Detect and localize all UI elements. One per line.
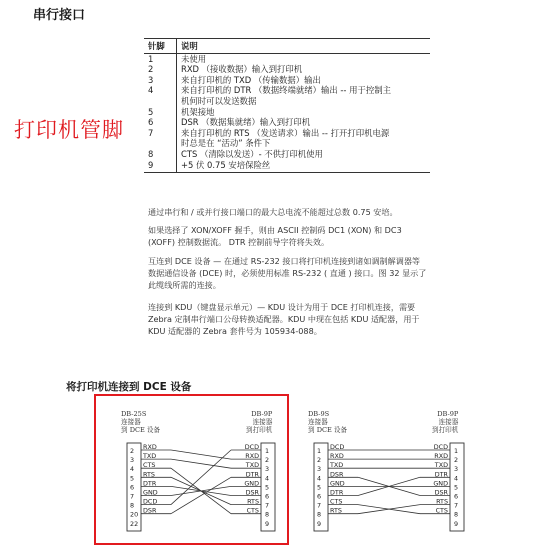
diagram2-right-pin: 6 [454, 492, 459, 501]
diagram2-left-signal: GND [330, 479, 345, 488]
diagram1-right-signal: CTS [246, 506, 259, 515]
diagram2-right-signal: DTR [434, 470, 448, 479]
diagram2-left-header-line: 连接器 [308, 418, 328, 426]
diagram2-right-signal: TXD [434, 461, 448, 470]
diagram2-right-pin: 2 [454, 456, 459, 465]
paragraph-dce-connection: 互连到 DCE 设备 — 在通过 RS-232 接口将打印机连接到诸如调制解调器等 数据通信设备 (DCE) 时，必须使用标准 RS-232 ( 直通 ) 接口。图 32 显示了 此缆线所需的连接。 [148, 256, 427, 291]
pin-number: 8 [144, 149, 177, 160]
diagram1-right-pin: 9 [265, 519, 270, 528]
diagram2-left-signal: DCD [330, 443, 345, 451]
diagram2-left-signal: RXD [330, 452, 344, 461]
diagram2-left-signal: DSR [330, 470, 344, 479]
diagram1-right-pin: 8 [265, 510, 270, 519]
diagram1-right-signal: DSR [245, 488, 259, 497]
diagram2-right-header-line: DB-9P [437, 410, 459, 418]
diagram1-left-pin: 8 [130, 501, 135, 510]
diagram1-left-pin: 20 [130, 510, 139, 519]
pin-number: 1 [144, 53, 177, 64]
pin-column-header: 针脚 [144, 39, 177, 54]
diagram1-right-signal: TXD [245, 461, 259, 470]
diagram1-left-pin: 2 [130, 447, 135, 455]
diagram1-right-signal: DTR [245, 470, 259, 479]
diagram1-left-signal: DCD [143, 497, 158, 506]
pin-number: 3 [144, 75, 177, 86]
diagram1-right-header-line: DB-9P [251, 410, 273, 418]
pin-description: +5 伏 0.75 安培保险丝 [177, 160, 431, 173]
diagram1-right-pin: 4 [265, 474, 270, 483]
diagram1-left-pin: 22 [130, 519, 139, 528]
paragraph-current-limit: 通过串行和 / 或并行接口端口的最大总电流不能超过总数 0.75 安培。 [148, 207, 398, 217]
diagram1-left-signal: RTS [143, 470, 155, 479]
diagram1-left-pin: 5 [130, 474, 135, 483]
pin-description: 机架接地 [181, 106, 215, 117]
diagram2-left-pin: 3 [317, 465, 322, 474]
diagram2-left-signal: DTR [330, 488, 344, 497]
diagram1-right-header-line: 到打印机 [246, 426, 273, 434]
page-title: 串行接口 [33, 8, 86, 23]
diagram2-left-pin: 4 [317, 474, 322, 483]
diagram1-left-signal: DSR [143, 506, 157, 515]
pin-number: 7 [144, 128, 177, 149]
diagram2-left-pin: 9 [317, 519, 322, 528]
diagram2-right-pin: 7 [454, 501, 459, 510]
pin-number: 2 [144, 64, 177, 75]
diagram2-left-pin: 6 [317, 492, 322, 501]
diagram1-left-pin: 4 [130, 465, 135, 474]
diagram2-left-pin: 1 [317, 447, 322, 455]
diagram2-right-signal: RXD [434, 452, 448, 461]
diagram1-left-signal: TXD [143, 452, 157, 461]
diagram2-left-pin: 8 [317, 510, 322, 519]
printer-pins-annotation: 打印机管脚 [14, 118, 124, 142]
diagram2-right-pin: 1 [454, 447, 459, 455]
diagram1-right-signal: RXD [245, 452, 259, 461]
diagram2-right-header-line: 到打印机 [432, 426, 459, 434]
pin-description: 未使用 [181, 53, 207, 64]
diagram2-left-pin: 5 [317, 483, 322, 492]
paragraph-xon-xoff: 如果选择了 XON/XOFF 握手，则由 ASCII 控制码 DC1 (XON) 和 DC3 (XOFF) 控制数据流。 DTR 控制前导字符将失效。 [148, 225, 402, 248]
diagram2-right-signal: RTS [436, 497, 448, 506]
diagram2-left-signal: TXD [330, 461, 344, 470]
diagram2-right-header-line: 连接器 [438, 418, 459, 426]
pin-number: 9 [144, 160, 177, 173]
pin-description: DSR （数据集就绪）输入到打印机 [181, 117, 311, 128]
diagram2-right-signal: CTS [435, 506, 448, 515]
figure-title: 将打印机连接到 DCE 设备 [66, 381, 192, 393]
description-column-header: 说明 [177, 39, 431, 54]
diagram1-left-header-line: 连接器 [121, 418, 141, 426]
pin-number: 6 [144, 117, 177, 128]
diagram1-right-header-line: 连接器 [252, 418, 273, 426]
diagram1-wire [171, 477, 231, 513]
diagram2-right-signal: DSR [434, 488, 448, 497]
diagram1-left-signal: DTR [143, 479, 157, 488]
diagram2-left-header-line: 到 DCE 设备 [308, 426, 348, 434]
diagram2-left-signal: RTS [330, 506, 342, 515]
diagram2-right-pin: 5 [454, 483, 459, 492]
diagram1-right-pin: 7 [265, 501, 270, 510]
diagram1-wire [171, 459, 231, 468]
pin-description: 来自打印机的 TXD （传输数据）输出 [181, 74, 321, 85]
diagram1-right-pin: 3 [265, 465, 270, 474]
pin-description: CTS （清除以发送）- 不供打印机使用 [181, 148, 323, 159]
pin-number: 5 [144, 107, 177, 118]
diagram2-left-signal: CTS [330, 497, 343, 506]
diagram1-right-signal: GND [244, 479, 259, 488]
diagram1-right-signal: RTS [247, 497, 259, 506]
diagram2-right-pin: 8 [454, 510, 459, 519]
diagram1-left-pin: 7 [130, 492, 135, 501]
diagram2-left-pin: 2 [317, 456, 322, 465]
diagram1-right-pin: 5 [265, 483, 270, 492]
pin-number: 4 [144, 85, 177, 106]
diagram1-right-pin: 2 [265, 456, 270, 465]
paragraph-kdu-connection: 连接到 KDU（键盘显示单元）— KDU 设计为用于 DCE 打印机连接，需要 Zebra 定制串行端口公母转换适配器。KDU 中现在包括 KDU 适配器，用于 KDU 适配器的 Zebra 套件号为 105934-088。 [148, 302, 420, 337]
diagram2-right-signal: GND [433, 479, 448, 488]
diagram1-left-pin: 3 [130, 456, 135, 465]
diagram2-right-pin: 3 [454, 465, 459, 474]
diagram1-left-signal: GND [143, 488, 158, 497]
diagram1-left-signal: CTS [143, 461, 156, 470]
diagram2-left-header-line: DB-9S [308, 410, 330, 418]
diagram1-right-pin: 1 [265, 447, 270, 455]
diagram1-left-pin: 6 [130, 483, 135, 492]
diagram2-right-signal: DCD [433, 443, 448, 451]
diagram1-left-header-line: DB-25S [121, 410, 147, 418]
diagram1-left-signal: RXD [143, 443, 157, 451]
diagram2-left-pin: 7 [317, 501, 322, 510]
pin-description: RXD （接收数据）输入到打印机 [181, 64, 303, 75]
diagram2-right-pin: 9 [454, 519, 459, 528]
diagram1-right-pin: 6 [265, 492, 270, 501]
pin-description: 来自打印机的 DTR （数据终端就绪）输出 -- 用于控制主 机何时可以发送数据 [181, 85, 391, 106]
diagram1-wire [171, 450, 231, 505]
diagram1-left-header-line: 到 DCE 设备 [121, 426, 161, 434]
pin-description: 来自打印机的 RTS （发送请求）输出 -- 打开打印机电源 时总是在 “活动” 条件下 [181, 127, 390, 149]
diagram2-right-pin: 4 [454, 474, 459, 483]
diagram1-right-signal: DCD [244, 443, 259, 451]
